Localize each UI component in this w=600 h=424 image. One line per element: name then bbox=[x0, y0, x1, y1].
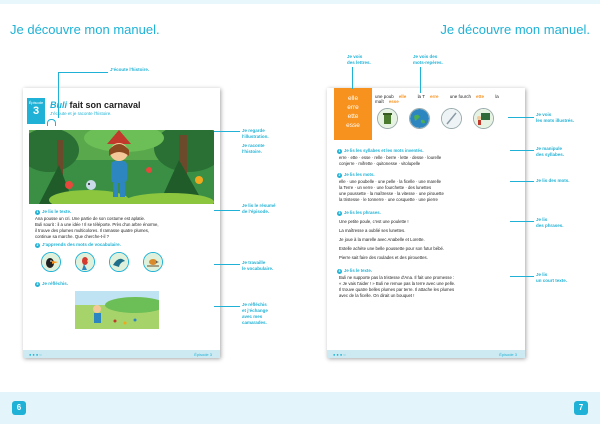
section-think-label bbox=[35, 281, 68, 287]
reference-words bbox=[375, 94, 525, 104]
anno-phrases bbox=[536, 217, 564, 229]
anno-line: Je vois bbox=[536, 112, 552, 117]
leader-line bbox=[510, 276, 534, 277]
short-text-line: Il trouve quatre belles plumes par terre. Il attache les plumes bbox=[339, 287, 455, 292]
left-page-footer bbox=[23, 350, 220, 358]
anno-line: le vocabulaire. bbox=[242, 266, 274, 271]
section-number: 1 bbox=[36, 210, 39, 214]
words-line: elle · une poubelle · une pelle · la ficelle · une marelle bbox=[339, 179, 441, 184]
top-band bbox=[0, 0, 600, 4]
leader-line bbox=[214, 306, 240, 307]
section-vocab-label bbox=[35, 242, 121, 248]
anno-line: mots-repères. bbox=[413, 60, 443, 65]
section-number: 3 bbox=[36, 282, 39, 286]
anno-line: l'histoire. bbox=[242, 149, 262, 154]
story-title bbox=[50, 100, 141, 110]
anno-line: Je lis le résumé bbox=[242, 203, 276, 208]
header-right: Je découvre mon manuel. bbox=[440, 22, 590, 37]
right-page-footer-text: Épisode 3 bbox=[499, 352, 517, 357]
anno-line: Je manipule bbox=[536, 146, 563, 151]
left-manual-page bbox=[23, 88, 220, 358]
leader-line bbox=[510, 221, 534, 222]
vocab-bird-icon bbox=[109, 252, 129, 272]
syllables-line: erre · ette · esse · relle · berre · lette · desse · lourelle bbox=[339, 155, 442, 160]
leader-line bbox=[510, 181, 534, 182]
anno-line: Je vois des bbox=[413, 54, 438, 59]
story-text bbox=[35, 216, 159, 240]
bottom-band bbox=[0, 392, 600, 424]
anno-listen: J'écoute l'histoire. bbox=[110, 67, 150, 72]
anno-line: des lettres. bbox=[347, 60, 371, 65]
episode-tab-number: 3 bbox=[32, 105, 40, 117]
story-text-line: Ana pousse un cri. Une partie de son costume est aplatie. bbox=[35, 216, 146, 221]
short-text-line: Buli ne supporte pas la tristesse d'Ana. Il fait une promesse : bbox=[339, 275, 455, 280]
jungle-illustration bbox=[29, 130, 214, 204]
anno-think bbox=[242, 302, 268, 326]
sentence-line: Pierre sait faire des roulades et des pirouettes. bbox=[339, 255, 428, 260]
reference-word: une poub elle bbox=[375, 94, 407, 99]
header-left: Je découvre mon manuel. bbox=[10, 22, 160, 37]
anno-short-text bbox=[536, 272, 567, 284]
anno-vocab bbox=[242, 260, 273, 272]
leader-line bbox=[58, 72, 108, 73]
fork-icon bbox=[441, 108, 462, 129]
anno-words: Je lis des mots. bbox=[536, 178, 570, 183]
story-text-line: Buli sourit : il a une idée ! Il se téléporte. Près d'un arbre énorme, bbox=[35, 222, 159, 227]
reference-word: une fourch ette bbox=[449, 94, 485, 99]
sentence-line: Une petite poule, c'est une poulette ! bbox=[339, 219, 409, 224]
teacher-board-icon bbox=[473, 108, 494, 129]
anno-line: et j'échange bbox=[242, 308, 268, 313]
page-number-right: 7 bbox=[574, 401, 588, 415]
anno-line: Je raconte bbox=[242, 143, 265, 148]
right-section-1-label: 1 Je lis les syllabes et les mots inventés. bbox=[338, 148, 424, 153]
anno-line: Je lis bbox=[536, 217, 548, 222]
anno-line: des phrases. bbox=[536, 223, 564, 228]
letters-box bbox=[334, 88, 372, 140]
anno-line: un court texte. bbox=[536, 278, 568, 283]
anno-line: Je lis bbox=[536, 272, 548, 277]
anno-line: Je regarde bbox=[242, 128, 265, 133]
vocab-toucan-icon bbox=[41, 252, 61, 272]
words-line: la Terre · un verre · une fourchette · des lunettes bbox=[339, 185, 432, 190]
anno-syllables bbox=[536, 146, 564, 158]
story-title-name: Buli bbox=[50, 100, 67, 110]
anno-reperes bbox=[413, 54, 443, 66]
anno-line: de l'épisode. bbox=[242, 209, 270, 214]
anno-line: Je vois bbox=[347, 54, 363, 59]
short-text-line: avec de la ficelle. On dirait un bouquet ! bbox=[339, 293, 415, 298]
story-text-line: il trouve des plumes multicolores. Il ramasse quatre plumes, bbox=[35, 228, 150, 233]
right-section-2-label: 2 Je lis les mots. bbox=[338, 172, 375, 177]
letter-group: erre bbox=[347, 104, 359, 111]
syllables-line: conjerre · mifrette · quitonesse · vitolupelle bbox=[339, 161, 421, 166]
words-line: une poussette · la maîtresse · la vitesse · une pirouette bbox=[339, 191, 444, 196]
anno-line: Je réfléchis bbox=[242, 302, 267, 307]
section-read-label bbox=[35, 209, 71, 215]
anno-resume bbox=[242, 203, 276, 215]
syllables-block bbox=[339, 155, 441, 167]
leader-line bbox=[214, 210, 240, 211]
short-text-block bbox=[339, 275, 455, 299]
section-read-text: Je lis le texte. bbox=[42, 209, 72, 214]
section-number: 2 bbox=[36, 243, 39, 247]
story-subtitle: J'écoute et je raconte l'histoire. bbox=[50, 111, 112, 116]
anno-letters bbox=[347, 54, 371, 66]
short-text-line: « Je vais t'aider ! » Buli ne remue pas la terre avec une pelle. bbox=[339, 281, 456, 286]
anno-line: Je travaille bbox=[242, 260, 266, 265]
story-text-line: continue sa marche. Que cherche-t-il ? bbox=[35, 234, 110, 239]
letter-group: esse bbox=[346, 122, 360, 129]
words-block bbox=[339, 179, 444, 203]
sentence-line: Estelle achète une belle poussette pour son futur bébé. bbox=[339, 246, 445, 251]
episode-tab-label: Épisode bbox=[28, 100, 44, 105]
right-manual-page bbox=[327, 88, 525, 358]
letter-group: ette bbox=[347, 113, 359, 120]
left-page-footer-text: Épisode 3 bbox=[194, 352, 212, 357]
right-section-3-label: 3 Je lis les phrases. bbox=[338, 210, 381, 215]
anno-line: des syllabes. bbox=[536, 152, 565, 157]
leader-line bbox=[510, 150, 534, 151]
trash-bin-icon bbox=[377, 108, 398, 129]
anno-line: avec mes bbox=[242, 314, 263, 319]
anno-line: les mots illustrés. bbox=[536, 118, 575, 123]
progress-dots: ●●●○ bbox=[29, 352, 43, 357]
episode-tab bbox=[27, 98, 45, 124]
leader-line bbox=[420, 67, 421, 93]
right-section-4-label: 4 Je lis le texte. bbox=[338, 268, 372, 273]
section-vocab-text: J'apprends des mots de vocabulaire. bbox=[42, 242, 121, 247]
story-title-rest: fait son carnaval bbox=[67, 100, 141, 110]
leader-line bbox=[214, 131, 240, 132]
progress-dots: ●●●○ bbox=[333, 352, 347, 357]
leader-line bbox=[508, 117, 534, 118]
anno-illustration bbox=[242, 128, 269, 140]
leader-line bbox=[214, 264, 240, 265]
anno-raconte bbox=[242, 143, 265, 155]
anno-line: camarades. bbox=[242, 320, 267, 325]
words-line: la tristesse · le tonnerre · une cosquette · une pierre bbox=[339, 197, 438, 202]
section-think-text: Je réfléchis. bbox=[42, 281, 69, 286]
vocab-parrot-icon bbox=[75, 252, 95, 272]
anno-illus-words bbox=[536, 112, 574, 124]
earth-icon bbox=[409, 108, 430, 129]
vocab-finch-icon bbox=[143, 252, 163, 272]
reference-word: la T erre bbox=[417, 94, 439, 99]
letter-group: elle bbox=[347, 95, 359, 102]
reference-word: la maît esse bbox=[375, 94, 499, 104]
leader-line bbox=[352, 67, 353, 89]
right-page-footer bbox=[327, 350, 525, 358]
sentence-line: La maîtresse a oublié ses lunettes. bbox=[339, 228, 406, 233]
page-number-left: 6 bbox=[12, 401, 26, 415]
sentence-line: Je joue à la marelle avec Anabelle et Lorette. bbox=[339, 237, 425, 242]
leader-line bbox=[58, 72, 59, 118]
reflection-scene-illustration bbox=[75, 291, 159, 329]
headphones-icon[interactable] bbox=[47, 119, 56, 126]
anno-line: l'illustration. bbox=[242, 134, 269, 139]
sentences-block bbox=[339, 217, 444, 262]
